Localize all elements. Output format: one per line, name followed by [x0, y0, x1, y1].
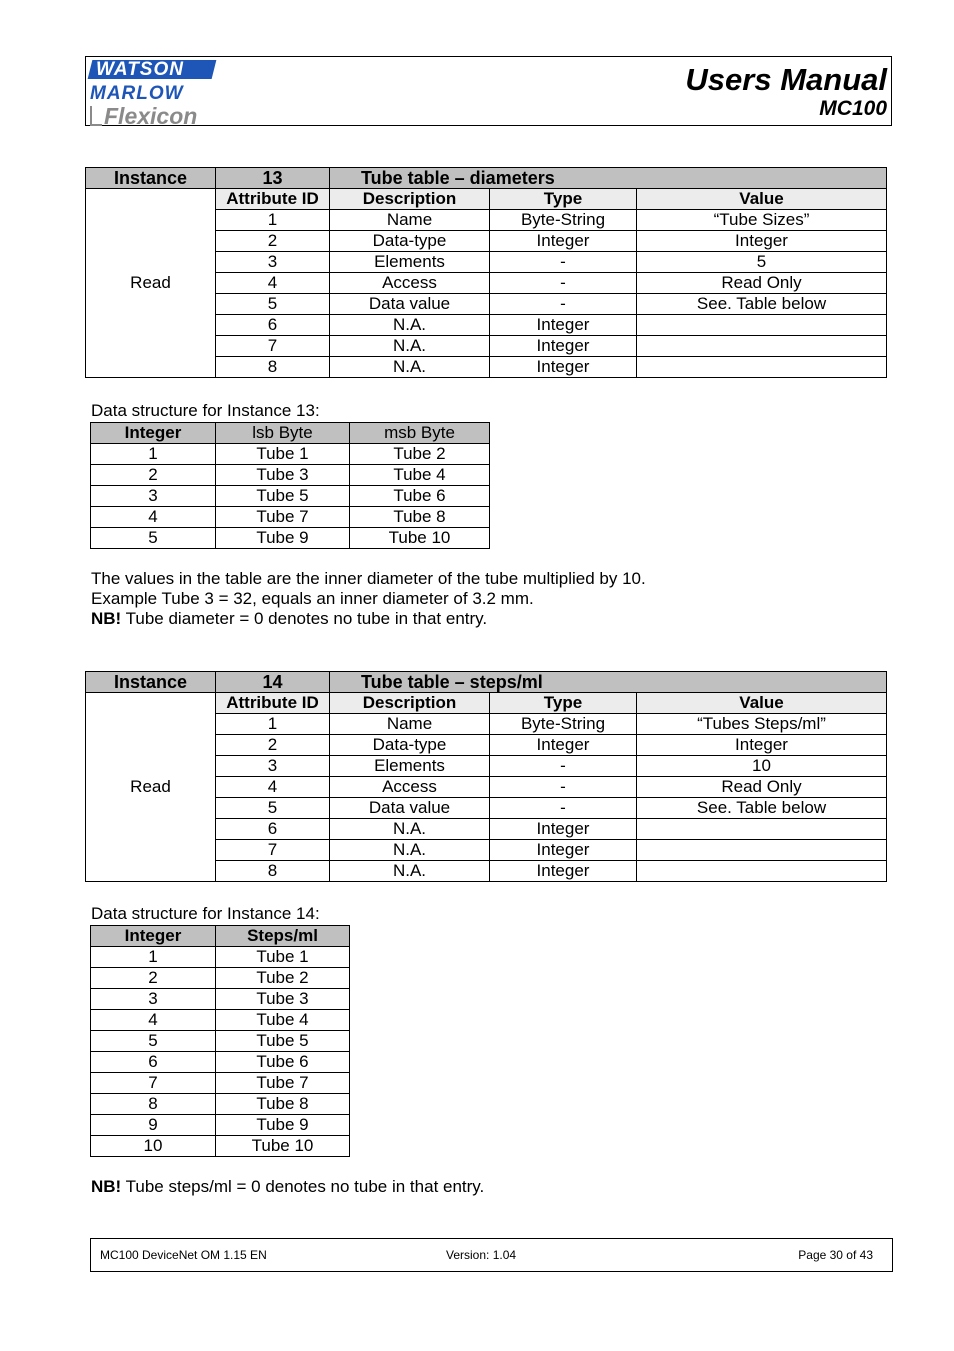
- steps-cell: Tube 8: [216, 1094, 350, 1115]
- attr-type: Byte-String: [490, 714, 637, 735]
- instance-14-table: [85, 671, 887, 882]
- table-row: [91, 1031, 350, 1052]
- steps-cell: Tube 2: [216, 968, 350, 989]
- attr-type: -: [490, 273, 637, 294]
- table-row: [91, 465, 490, 486]
- lsb-cell: Tube 3: [216, 465, 350, 486]
- manual-title: Users Manual: [685, 62, 887, 97]
- attr-type: Integer: [490, 840, 637, 861]
- logo-line-2: MARLOW: [90, 83, 184, 104]
- company-logo: [90, 59, 216, 129]
- column-header: Value: [637, 189, 887, 210]
- attr-value: Read Only: [637, 273, 887, 294]
- attr-value: [637, 315, 887, 336]
- attr-id: 1: [216, 714, 330, 735]
- note-line-2: Example Tube 3 = 32, equals an inner diameter of 3.2 mm.: [91, 589, 534, 608]
- table-row: [91, 444, 490, 465]
- attr-desc: N.A.: [330, 357, 490, 378]
- instance-name: Tube table – steps/ml: [330, 672, 887, 693]
- attr-value: “Tubes Steps/ml”: [637, 714, 887, 735]
- attr-desc: Access: [330, 777, 490, 798]
- attr-value: 10: [637, 756, 887, 777]
- integer-cell: 3: [91, 486, 216, 507]
- table-row: [91, 1094, 350, 1115]
- steps-cell: Tube 7: [216, 1073, 350, 1094]
- attr-value: 5: [637, 252, 887, 273]
- instance-number: 14: [216, 672, 330, 693]
- attr-id: 7: [216, 840, 330, 861]
- attr-type: Integer: [490, 336, 637, 357]
- steps-cell: Tube 5: [216, 1031, 350, 1052]
- attr-type: -: [490, 252, 637, 273]
- instance-number: 13: [216, 168, 330, 189]
- column-header: Type: [490, 693, 637, 714]
- attr-value: [637, 840, 887, 861]
- attr-id: 4: [216, 777, 330, 798]
- steps-cell: Tube 1: [216, 947, 350, 968]
- integer-cell: 6: [91, 1052, 216, 1073]
- attr-desc: N.A.: [330, 336, 490, 357]
- attr-desc: Data value: [330, 798, 490, 819]
- nb-text: Tube steps/ml = 0 denotes no tube in that entry.: [121, 1177, 485, 1196]
- column-header: msb Byte: [350, 423, 490, 444]
- attr-type: -: [490, 756, 637, 777]
- msb-cell: Tube 8: [350, 507, 490, 528]
- footer-version: Version: 1.04: [446, 1248, 517, 1262]
- attr-id: 1: [216, 210, 330, 231]
- ds14-caption: Data structure for Instance 14:: [91, 904, 320, 923]
- attr-id: 5: [216, 798, 330, 819]
- attr-id: 6: [216, 315, 330, 336]
- note-line-1: The values in the table are the inner diameter of the tube multiplied by 10.: [91, 569, 646, 588]
- msb-cell: Tube 10: [350, 528, 490, 549]
- page-footer: [90, 1238, 893, 1272]
- access-cell: Read: [86, 189, 216, 378]
- integer-cell: 7: [91, 1073, 216, 1094]
- attr-desc: Data value: [330, 294, 490, 315]
- table-row: [91, 947, 350, 968]
- integer-cell: 10: [91, 1136, 216, 1157]
- attr-type: Integer: [490, 357, 637, 378]
- manual-subtitle: MC100: [819, 97, 887, 120]
- column-header: lsb Byte: [216, 423, 350, 444]
- integer-cell: 1: [91, 947, 216, 968]
- msb-cell: Tube 4: [350, 465, 490, 486]
- lsb-cell: Tube 1: [216, 444, 350, 465]
- column-header: Attribute ID: [216, 693, 330, 714]
- integer-cell: 2: [91, 968, 216, 989]
- table-row: [91, 968, 350, 989]
- table-row: [91, 1010, 350, 1031]
- attr-value: Read Only: [637, 777, 887, 798]
- attr-id: 8: [216, 861, 330, 882]
- table-row: [91, 1052, 350, 1073]
- steps-cell: Tube 6: [216, 1052, 350, 1073]
- table-row: [91, 1136, 350, 1157]
- lsb-cell: Tube 7: [216, 507, 350, 528]
- integer-cell: 5: [91, 1031, 216, 1052]
- attr-desc: N.A.: [330, 840, 490, 861]
- attr-id: 6: [216, 819, 330, 840]
- column-header: Integer: [91, 423, 216, 444]
- attr-desc: N.A.: [330, 315, 490, 336]
- attr-value: Integer: [637, 231, 887, 252]
- attr-type: Integer: [490, 735, 637, 756]
- column-header: Value: [637, 693, 887, 714]
- attr-type: -: [490, 798, 637, 819]
- attr-desc: Elements: [330, 756, 490, 777]
- steps-cell: Tube 10: [216, 1136, 350, 1157]
- ds13-caption: Data structure for Instance 13:: [91, 401, 320, 420]
- nb-note-13: [91, 609, 487, 629]
- integer-cell: 1: [91, 444, 216, 465]
- attr-id: 2: [216, 231, 330, 252]
- attr-desc: N.A.: [330, 819, 490, 840]
- attr-type: Integer: [490, 861, 637, 882]
- column-header: Steps/ml: [216, 926, 350, 947]
- attr-desc: N.A.: [330, 861, 490, 882]
- integer-cell: 4: [91, 1010, 216, 1031]
- nb-label: NB!: [91, 609, 122, 628]
- column-header: Attribute ID: [216, 189, 330, 210]
- attr-value: Integer: [637, 735, 887, 756]
- instance-name: Tube table – diameters: [330, 168, 887, 189]
- table-row: [91, 989, 350, 1010]
- table-row: [91, 486, 490, 507]
- nb-note-14: [91, 1177, 484, 1197]
- column-header: Description: [330, 693, 490, 714]
- attr-id: 8: [216, 357, 330, 378]
- footer-document: MC100 DeviceNet OM 1.15 EN: [100, 1248, 267, 1262]
- attr-value: [637, 357, 887, 378]
- integer-cell: 3: [91, 989, 216, 1010]
- ds13-table: [90, 422, 490, 549]
- footer-page: Page 30 of 43: [798, 1248, 873, 1262]
- column-header: Type: [490, 189, 637, 210]
- attr-type: Integer: [490, 315, 637, 336]
- ds14-table: [90, 925, 350, 1157]
- integer-cell: 9: [91, 1115, 216, 1136]
- attr-value: [637, 819, 887, 840]
- nb-label: NB!: [91, 1177, 122, 1196]
- attr-id: 3: [216, 756, 330, 777]
- steps-cell: Tube 9: [216, 1115, 350, 1136]
- attr-type: -: [490, 294, 637, 315]
- attr-type: -: [490, 777, 637, 798]
- lsb-cell: Tube 5: [216, 486, 350, 507]
- nb-text: Tube diameter = 0 denotes no tube in that entry.: [121, 609, 488, 628]
- attr-value: See. Table below: [637, 294, 887, 315]
- logo-line-3: Flexicon: [104, 103, 198, 129]
- table-row: [91, 528, 490, 549]
- attr-type: Integer: [490, 819, 637, 840]
- column-header: Description: [330, 189, 490, 210]
- integer-cell: 2: [91, 465, 216, 486]
- attr-id: 5: [216, 294, 330, 315]
- attr-type: Byte-String: [490, 210, 637, 231]
- attr-desc: Data-type: [330, 231, 490, 252]
- attr-desc: Data-type: [330, 735, 490, 756]
- integer-cell: 4: [91, 507, 216, 528]
- instance-label: Instance: [86, 168, 216, 189]
- instance-label: Instance: [86, 672, 216, 693]
- attr-id: 4: [216, 273, 330, 294]
- logo-bracket: [90, 106, 102, 126]
- attr-value: [637, 336, 887, 357]
- lsb-cell: Tube 9: [216, 528, 350, 549]
- msb-cell: Tube 2: [350, 444, 490, 465]
- steps-cell: Tube 4: [216, 1010, 350, 1031]
- attr-value: [637, 861, 887, 882]
- column-header: Integer: [91, 926, 216, 947]
- instance-13-table: [85, 167, 887, 378]
- integer-cell: 5: [91, 528, 216, 549]
- page-header: [85, 56, 892, 129]
- attr-desc: Access: [330, 273, 490, 294]
- integer-cell: 8: [91, 1094, 216, 1115]
- msb-cell: Tube 6: [350, 486, 490, 507]
- table-row: [91, 1073, 350, 1094]
- attr-type: Integer: [490, 231, 637, 252]
- table-row: [91, 1115, 350, 1136]
- table-row: [91, 507, 490, 528]
- attr-value: See. Table below: [637, 798, 887, 819]
- steps-cell: Tube 3: [216, 989, 350, 1010]
- attr-desc: Elements: [330, 252, 490, 273]
- attr-id: 3: [216, 252, 330, 273]
- attr-desc: Name: [330, 210, 490, 231]
- logo-line-1: WATSON: [96, 59, 184, 80]
- access-cell: Read: [86, 693, 216, 882]
- attr-id: 7: [216, 336, 330, 357]
- attr-desc: Name: [330, 714, 490, 735]
- attr-value: “Tube Sizes”: [637, 210, 887, 231]
- attr-id: 2: [216, 735, 330, 756]
